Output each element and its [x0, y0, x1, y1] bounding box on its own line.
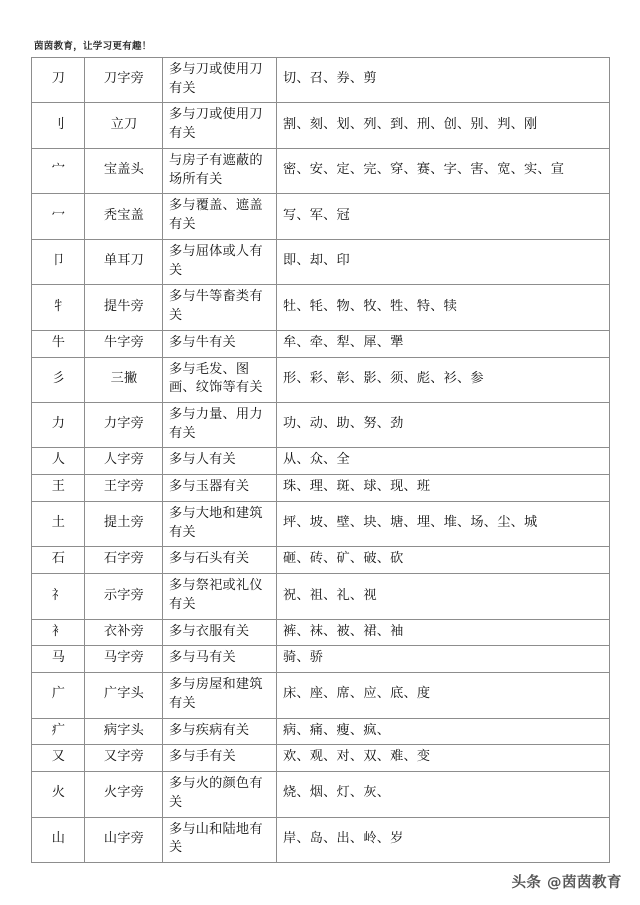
cell-meaning: 多与覆盖、遮盖有关 — [163, 194, 277, 239]
cell-name: 三撇 — [85, 357, 163, 402]
cell-examples: 功、动、助、努、劲 — [277, 403, 610, 448]
cell-name: 人字旁 — [85, 448, 163, 475]
cell-meaning: 多与疾病有关 — [163, 718, 277, 745]
radicals-table-container — [31, 57, 609, 863]
table-row — [32, 448, 610, 475]
cell-meaning: 多与火的颜色有关 — [163, 772, 277, 817]
cell-examples: 床、座、席、应、底、度 — [277, 673, 610, 718]
cell-radical: 刀 — [32, 58, 85, 103]
table-row — [32, 673, 610, 718]
cell-examples: 病、痛、瘦、疯、 — [277, 718, 610, 745]
cell-radical: 牜 — [32, 285, 85, 330]
cell-meaning: 与房子有遮蔽的场所有关 — [163, 148, 277, 193]
cell-meaning: 多与祭祀或礼仪有关 — [163, 574, 277, 619]
cell-radical: 土 — [32, 501, 85, 546]
cell-examples: 裤、袜、被、裙、袖 — [277, 619, 610, 646]
cell-radical: 礻 — [32, 574, 85, 619]
cell-meaning: 多与衣服有关 — [163, 619, 277, 646]
cell-examples: 坪、坡、壁、块、塘、埋、堆、场、尘、城 — [277, 501, 610, 546]
cell-name: 石字旁 — [85, 547, 163, 574]
radicals-table — [31, 57, 610, 863]
cell-name: 广字头 — [85, 673, 163, 718]
cell-radical: 卩 — [32, 239, 85, 284]
cell-radical: 冖 — [32, 194, 85, 239]
cell-name: 示字旁 — [85, 574, 163, 619]
cell-radical: 马 — [32, 646, 85, 673]
cell-radical: 刂 — [32, 103, 85, 148]
cell-meaning: 多与房屋和建筑有关 — [163, 673, 277, 718]
cell-radical: 宀 — [32, 148, 85, 193]
cell-meaning: 多与牛有关 — [163, 330, 277, 357]
cell-radical: 火 — [32, 772, 85, 817]
cell-radical: 广 — [32, 673, 85, 718]
cell-examples: 从、众、全 — [277, 448, 610, 475]
table-row — [32, 574, 610, 619]
cell-examples: 写、军、冠 — [277, 194, 610, 239]
cell-examples: 骑、骄 — [277, 646, 610, 673]
table-row — [32, 619, 610, 646]
cell-meaning: 多与力量、用力有关 — [163, 403, 277, 448]
watermark: 头条 @茵茵教育 — [511, 875, 622, 891]
cell-radical: 山 — [32, 817, 85, 862]
cell-examples: 砸、砖、矿、破、砍 — [277, 547, 610, 574]
cell-radical: 力 — [32, 403, 85, 448]
table-row — [32, 475, 610, 502]
cell-name: 牛字旁 — [85, 330, 163, 357]
cell-radical: 王 — [32, 475, 85, 502]
cell-name: 又字旁 — [85, 745, 163, 772]
cell-name: 病字头 — [85, 718, 163, 745]
table-row — [32, 718, 610, 745]
cell-meaning: 多与山和陆地有关 — [163, 817, 277, 862]
cell-meaning: 多与人有关 — [163, 448, 277, 475]
cell-name: 提牛旁 — [85, 285, 163, 330]
table-row — [32, 330, 610, 357]
radicals-table-body — [32, 58, 610, 863]
table-row — [32, 817, 610, 862]
cell-examples: 牡、牦、物、牧、牲、特、犊 — [277, 285, 610, 330]
table-row — [32, 772, 610, 817]
cell-examples: 欢、观、对、双、难、变 — [277, 745, 610, 772]
cell-name: 刀字旁 — [85, 58, 163, 103]
table-row — [32, 285, 610, 330]
cell-examples: 密、安、定、完、穿、赛、字、害、宽、实、宣 — [277, 148, 610, 193]
cell-examples: 即、却、印 — [277, 239, 610, 284]
table-row — [32, 58, 610, 103]
table-row — [32, 148, 610, 193]
cell-meaning: 多与大地和建筑有关 — [163, 501, 277, 546]
cell-examples: 牟、牵、犁、犀、犟 — [277, 330, 610, 357]
cell-meaning: 多与石头有关 — [163, 547, 277, 574]
cell-meaning: 多与刀或使用刀有关 — [163, 103, 277, 148]
cell-meaning: 多与刀或使用刀有关 — [163, 58, 277, 103]
cell-name: 马字旁 — [85, 646, 163, 673]
table-row — [32, 194, 610, 239]
cell-meaning: 多与牛等畜类有关 — [163, 285, 277, 330]
cell-name: 秃宝盖 — [85, 194, 163, 239]
cell-name: 山字旁 — [85, 817, 163, 862]
cell-radical: 又 — [32, 745, 85, 772]
table-row — [32, 501, 610, 546]
cell-examples: 形、彩、彰、影、须、彪、衫、参 — [277, 357, 610, 402]
cell-radical: 牛 — [32, 330, 85, 357]
cell-examples: 祝、祖、礼、视 — [277, 574, 610, 619]
header-note: 茵茵教育，让学习更有趣！ — [34, 41, 152, 52]
cell-meaning: 多与玉器有关 — [163, 475, 277, 502]
cell-name: 衣补旁 — [85, 619, 163, 646]
cell-name: 火字旁 — [85, 772, 163, 817]
cell-meaning: 多与马有关 — [163, 646, 277, 673]
table-row — [32, 239, 610, 284]
cell-examples: 切、召、券、剪 — [277, 58, 610, 103]
cell-radical: 疒 — [32, 718, 85, 745]
cell-meaning: 多与毛发、图画、纹饰等有关 — [163, 357, 277, 402]
cell-name: 立刀 — [85, 103, 163, 148]
table-row — [32, 103, 610, 148]
cell-name: 单耳刀 — [85, 239, 163, 284]
cell-examples: 烧、烟、灯、灰、 — [277, 772, 610, 817]
cell-examples: 岸、岛、出、岭、岁 — [277, 817, 610, 862]
cell-radical: 石 — [32, 547, 85, 574]
table-row — [32, 403, 610, 448]
cell-examples: 珠、理、斑、球、现、班 — [277, 475, 610, 502]
cell-radical: 衤 — [32, 619, 85, 646]
table-row — [32, 646, 610, 673]
cell-meaning: 多与屈体或人有关 — [163, 239, 277, 284]
cell-radical: 彡 — [32, 357, 85, 402]
cell-name: 宝盖头 — [85, 148, 163, 193]
cell-radical: 人 — [32, 448, 85, 475]
cell-name: 力字旁 — [85, 403, 163, 448]
table-row — [32, 547, 610, 574]
cell-meaning: 多与手有关 — [163, 745, 277, 772]
table-row — [32, 745, 610, 772]
cell-examples: 割、刻、划、列、到、刑、创、别、判、刚 — [277, 103, 610, 148]
cell-name: 王字旁 — [85, 475, 163, 502]
table-row — [32, 357, 610, 402]
cell-name: 提土旁 — [85, 501, 163, 546]
